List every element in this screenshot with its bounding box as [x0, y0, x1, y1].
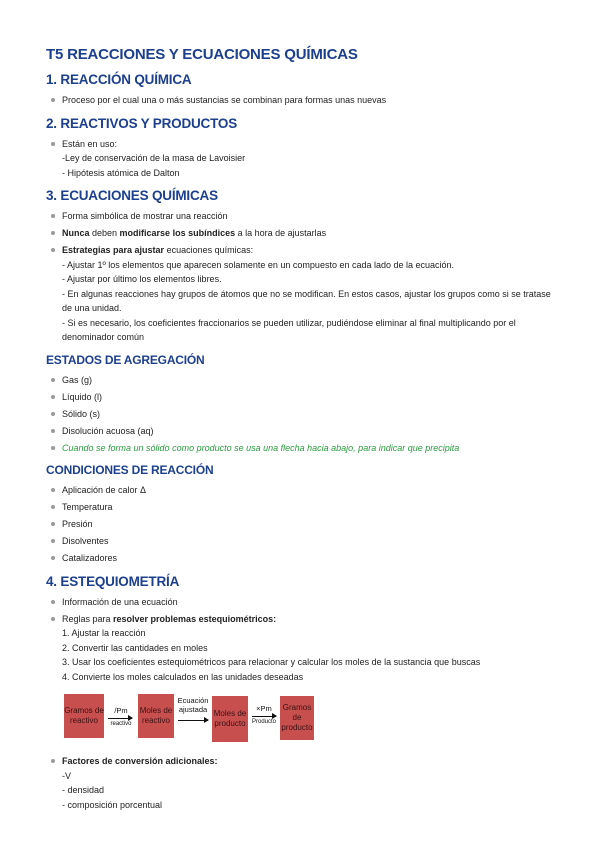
conversion-diagram [64, 692, 560, 748]
sub-line: - Hipótesis atómica de Dalton [62, 167, 180, 178]
list-item: Líquido (l) [48, 390, 560, 405]
sub-line: - En algunas reacciones hay grupos de átomos que no se modifican. En estos casos, ajustar los grupos como si se tratase de una unidad. [62, 288, 551, 313]
item-text: deben [89, 228, 120, 238]
arrow-label-producto: Producto [251, 719, 276, 725]
list-estados [46, 373, 560, 456]
list-item: Aplicación de calor Δ [48, 483, 560, 498]
bold-text: modificarse los subíndices [119, 228, 236, 238]
list-item: Disolventes [48, 534, 560, 549]
document-title: T5 REACCIONES Y ECUACIONES QUÍMICAS [46, 46, 358, 63]
sub-line: - Si es necesario, los coeficientes fraccionarios se pueden utilizar, pudiéndose eliminar al final multiplicando por el denominador común [62, 317, 516, 342]
list-item-note: Cuando se forma un sólido como producto se usa una flecha hacia abajo, para indicar que precipita [48, 441, 560, 456]
arrow-label-ecuacion: Ecuación ajustada [177, 696, 209, 714]
list-item: Información de una ecuación [48, 595, 560, 610]
step-line: 3. Usar los coeficientes estequiométricos para relacionar y calcular los moles de la sustancia que buscas [62, 657, 481, 667]
list-item: Disolución acuosa (aq) [48, 424, 560, 439]
list-item: Presión [48, 517, 560, 532]
bold-text: Estrategias para ajustar [62, 245, 165, 255]
list-estequiometria [46, 595, 560, 685]
bold-text: Factores de conversión adicionales: [62, 756, 218, 766]
heading-reactivos-productos: 2. REACTIVOS Y PRODUCTOS [46, 115, 237, 131]
bold-text: resolver problemas estequiométricos: [113, 613, 277, 624]
sub-line: - densidad [62, 785, 105, 795]
list-item [48, 243, 560, 345]
arrow-label-xpm: ×Pm [256, 704, 272, 713]
list-item: Temperatura [48, 500, 560, 515]
heading-ecuaciones-quimicas: 3. ECUACIONES QUÍMICAS [46, 188, 218, 203]
list-item: Proceso por el cual una o más sustancias se combinan para formas unas nuevas [48, 93, 560, 108]
arrow-right-icon [178, 720, 208, 721]
item-text: Están en uso: [62, 138, 118, 149]
step-line: 2. Convertir las cantidades en moles [62, 642, 208, 653]
arrow-label-pm: /Pm [114, 706, 128, 715]
arrow-label-reactivo: reactivo [110, 721, 132, 727]
heading-estequiometria: 4. ESTEQUIOMETRÍA [46, 573, 180, 589]
item-text: Reglas para [62, 613, 114, 624]
arrow-right-icon [108, 718, 132, 719]
box-gramos-producto: Gramos de producto [280, 696, 314, 740]
sub-line: -Ley de conservación de la masa de Lavoisier [62, 153, 246, 163]
bold-text: Nunca [62, 228, 90, 238]
list-condiciones [46, 483, 560, 566]
list-item: Sólido (s) [48, 407, 560, 422]
list-item [48, 226, 560, 241]
sub-line: - Ajustar por último los elementos libres. [62, 274, 222, 284]
list-reactivos [46, 137, 560, 181]
list-item: Forma simbólica de mostrar una reacción [48, 209, 560, 224]
item-text: ecuaciones químicas: [164, 245, 254, 255]
step-line: 1. Ajustar la reacción [62, 628, 146, 638]
box-gramos-reactivo: Gramos de reactivo [64, 694, 104, 738]
sub-line: - Ajustar 1º los elementos que aparecen solamente en un compuesto en cada lado de la ecuación. [62, 259, 455, 270]
arrow-right-icon [252, 716, 276, 717]
list-item [48, 612, 560, 685]
list-item: Catalizadores [48, 551, 560, 566]
step-line: 4. Convierte los moles calculados en las unidades deseadas [62, 671, 304, 682]
heading-reaccion-quimica: 1. REACCIÓN QUÍMICA [46, 72, 192, 87]
list-reaccion [46, 93, 560, 108]
box-moles-producto: Moles de producto [212, 696, 248, 742]
heading-condiciones-reaccion: CONDICIONES DE REACCIÓN [46, 463, 214, 477]
sub-line: -V [62, 770, 71, 781]
list-item [48, 137, 560, 181]
list-ecuaciones [46, 209, 560, 345]
item-text: a la hora de ajustarlas [235, 228, 327, 238]
list-item [48, 754, 560, 812]
sub-line: - composición porcentual [62, 799, 163, 810]
list-factores [46, 754, 560, 812]
box-moles-reactivo: Moles de reactivo [138, 694, 174, 738]
list-item: Gas (g) [48, 373, 560, 388]
heading-estados-agregacion: ESTADOS DE AGREGACIÓN [46, 352, 205, 367]
